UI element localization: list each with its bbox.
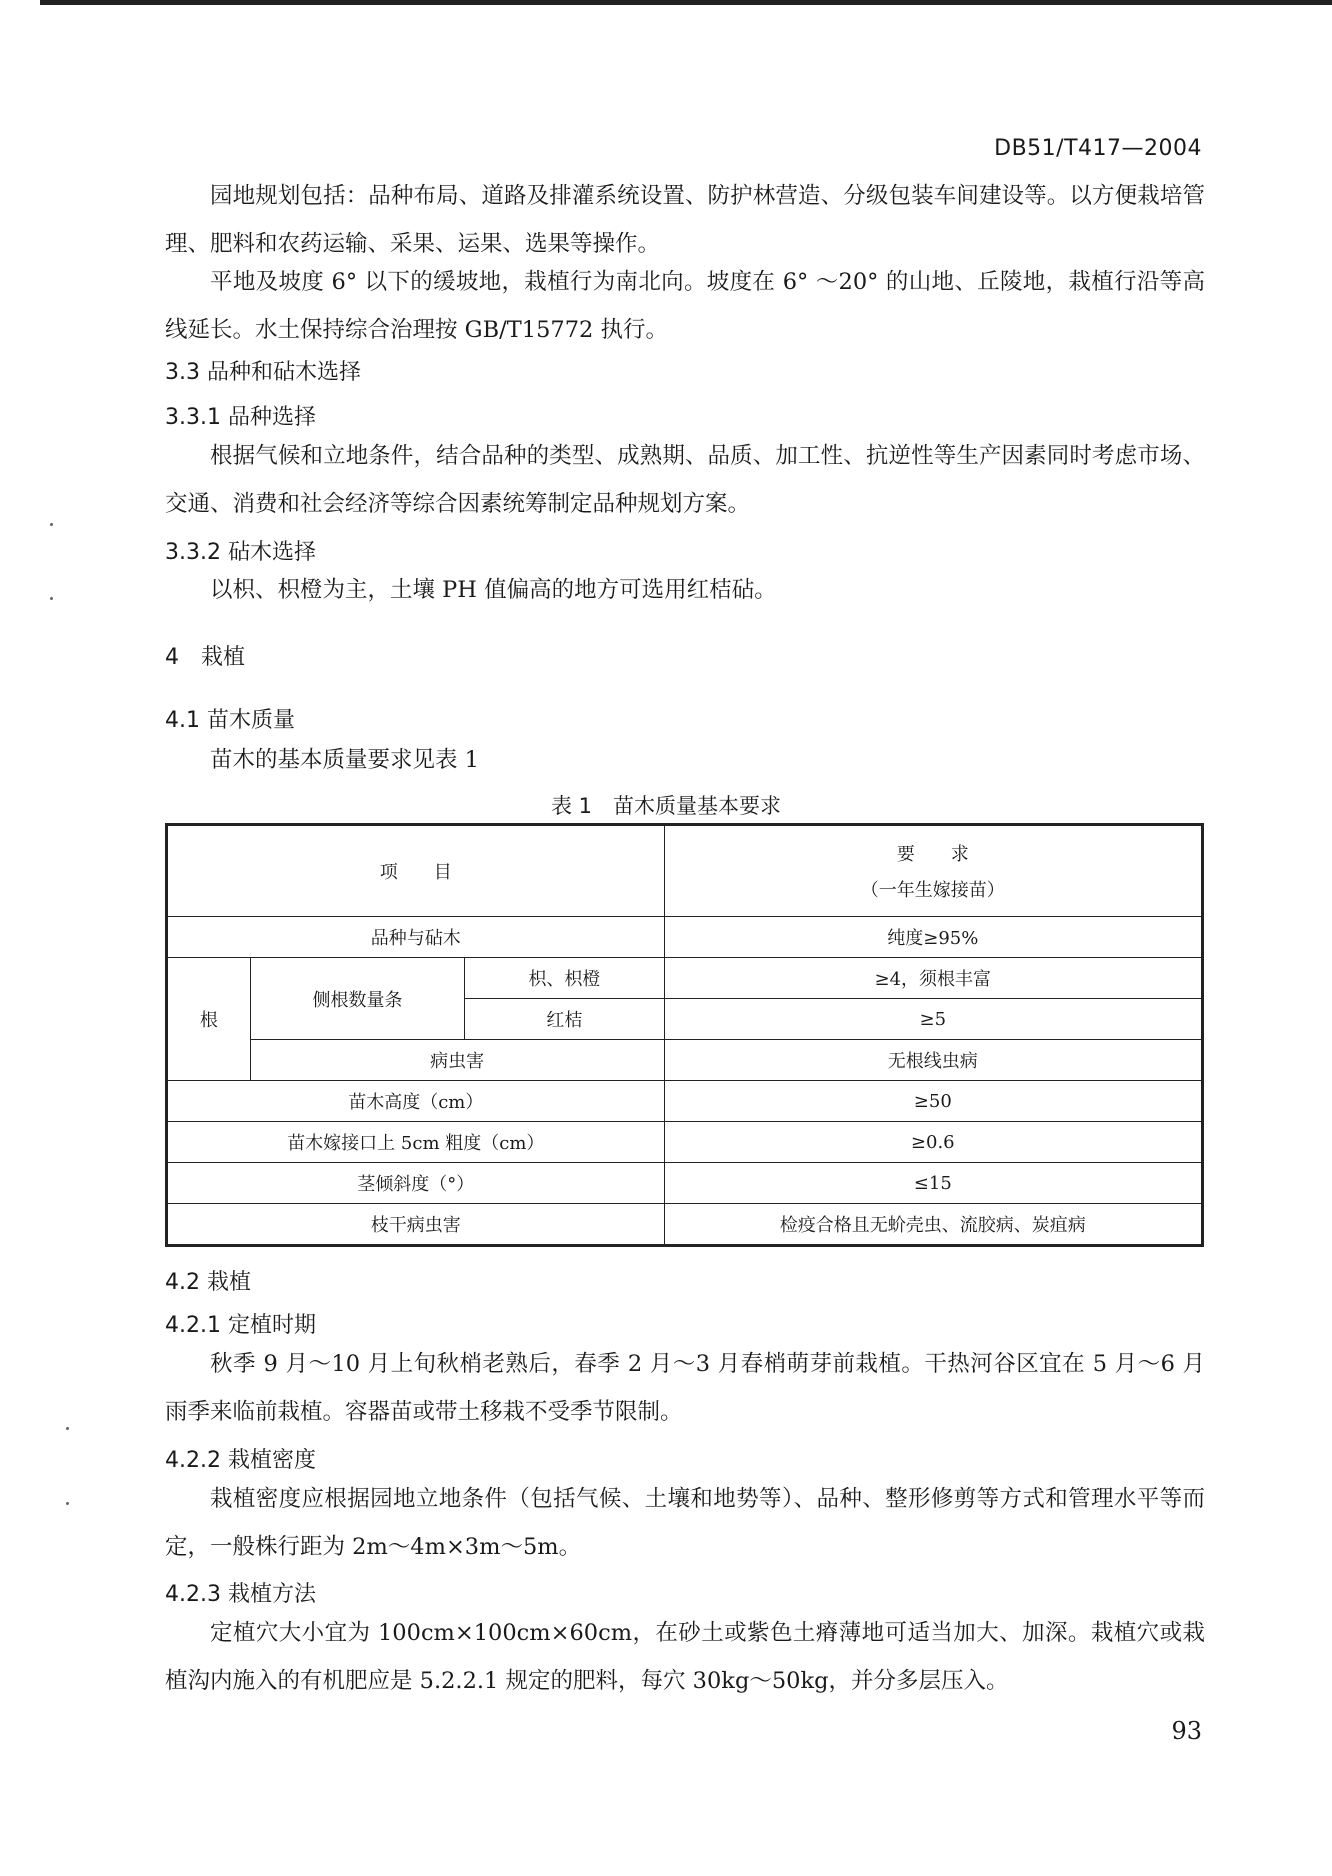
zhi-label: 枳、枳橙 (465, 958, 664, 999)
header-requirement-subtitle: （一年生嫁接苗） (860, 880, 1005, 901)
hongju-label: 红桔 (465, 999, 664, 1040)
paragraph-planting-direction: 平地及坡度 6° 以下的缓坡地，栽植行为南北向。坡度在 6° ～20° 的山地、丘陵地，栽植行沿等高线延长。水土保持综合治理按 GB/T15772 执行。 (165, 269, 1205, 343)
heading-3-3-1: 3.3.1 品种选择 (165, 405, 316, 430)
heading-4-2: 4.2 栽植 (165, 1270, 251, 1295)
scan-speck (66, 1502, 69, 1505)
scan-speck (50, 597, 53, 600)
header-item-cell: 项 目 (167, 825, 665, 917)
trunk-pest-value: 检疫合格且无蚧壳虫、流胶病、炭疽病 (664, 1204, 1202, 1246)
standard-code: DB51/T417—2004 (994, 136, 1202, 161)
table-caption: 表 1 苗木质量基本要求 (550, 794, 782, 818)
paragraph-planting-method: 定植穴大小宜为 100cm×100cm×60cm，在砂土或紫色土瘠薄地可适当加大、加深。栽植穴或栽植沟内施入的有机肥应是 5.2.2.1 规定的肥料，每穴 30kg～50kg，并分多层压入。 (165, 1620, 1205, 1694)
variety-label: 品种与砧木 (167, 917, 665, 958)
scan-speck (50, 523, 53, 526)
root-label: 根 (167, 958, 251, 1081)
variety-value: 纯度≥95% (664, 917, 1202, 958)
heading-4-1: 4.1 苗木质量 (165, 708, 295, 733)
table-row (167, 825, 1203, 917)
pest-label: 病虫害 (250, 1040, 664, 1081)
paragraph-planting-time: 秋季 9 月～10 月上旬秋梢老熟后，春季 2 月～3 月春梢萌芽前栽植。干热河谷区宜在 5 月～6 月雨季来临前栽植。容器苗或带土移栽不受季节限制。 (165, 1351, 1205, 1425)
paragraph-planting-density: 栽植密度应根据园地立地条件（包括气候、土壤和地势等）、品种、整形修剪等方式和管理水平等而定，一般株行距为 2m～4m×3m～5m。 (165, 1486, 1205, 1560)
table-row (167, 1081, 1203, 1122)
page-number: 93 (1171, 1717, 1202, 1745)
tilt-value: ≤15 (664, 1163, 1202, 1204)
thickness-label: 苗木嫁接口上 5cm 粗度（cm） (167, 1122, 665, 1163)
table-row (167, 1163, 1203, 1204)
thickness-value: ≥0.6 (664, 1122, 1202, 1163)
height-label: 苗木高度（cm） (167, 1081, 665, 1122)
top-rule (40, 0, 1332, 5)
table-row (167, 1122, 1203, 1163)
table-row (167, 958, 1203, 999)
scan-speck (66, 1427, 69, 1430)
header-requirement-title: 要 求 (896, 844, 969, 865)
table-row (167, 1040, 1203, 1081)
heading-3-3-2: 3.3.2 砧木选择 (165, 540, 316, 565)
lateral-root-label: 侧根数量条 (250, 958, 464, 1040)
table-row (167, 917, 1203, 958)
trunk-pest-label: 枝干病虫害 (167, 1204, 665, 1246)
heading-4-2-3: 4.2.3 栽植方法 (165, 1582, 316, 1607)
heading-4-2-2: 4.2.2 栽植密度 (165, 1448, 316, 1473)
table-row (167, 1204, 1203, 1246)
header-requirement-cell (664, 825, 1202, 917)
heading-4: 4 栽植 (165, 645, 245, 670)
heading-4-2-1: 4.2.1 定植时期 (165, 1313, 316, 1338)
paragraph-table-reference: 苗木的基本质量要求见表 1 (210, 747, 479, 773)
paragraph-variety-selection: 根据气候和立地条件，结合品种的类型、成熟期、品质、加工性、抗逆性等生产因素同时考虑市场、交通、消费和社会经济等综合因素统筹制定品种规划方案。 (165, 443, 1205, 517)
zhi-value: ≥4，须根丰富 (664, 958, 1202, 999)
hongju-value: ≥5 (664, 999, 1202, 1040)
heading-3-3: 3.3 品种和砧木选择 (165, 360, 361, 385)
tilt-label: 茎倾斜度（°） (167, 1163, 665, 1204)
height-value: ≥50 (664, 1081, 1202, 1122)
pest-value: 无根线虫病 (664, 1040, 1202, 1081)
paragraph-rootstock-selection: 以枳、枳橙为主，土壤 PH 值偏高的地方可选用红桔砧。 (210, 577, 777, 603)
paragraph-garden-planning: 园地规划包括：品种布局、道路及排灌系统设置、防护林营造、分级包装车间建设等。以方便栽培管理、肥料和农药运输、采果、运果、选果等操作。 (165, 183, 1205, 257)
seedling-quality-table (165, 823, 1204, 1247)
